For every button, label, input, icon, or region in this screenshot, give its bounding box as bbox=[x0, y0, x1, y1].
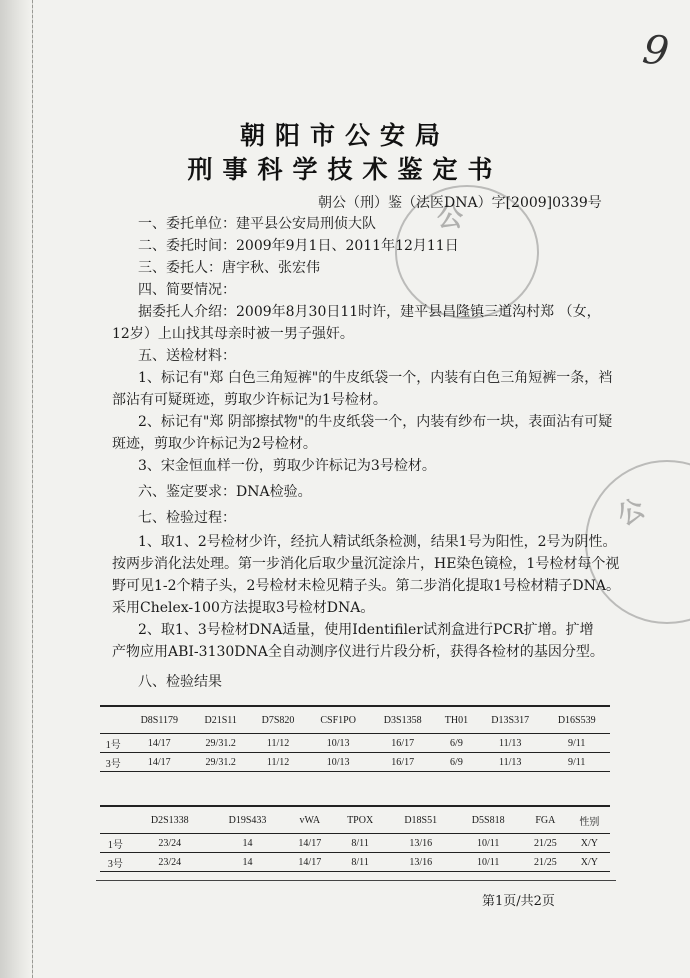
table-cell: 29/31.2 bbox=[192, 734, 249, 753]
process-2-text: 2、取1、3号检材DNA适量，使用Identifiler试剂盒进行PCR扩增。扩增 bbox=[138, 622, 594, 638]
table-cell: 8/11 bbox=[333, 834, 387, 853]
table-cell: 10/11 bbox=[454, 834, 521, 853]
table-cell: 11/12 bbox=[249, 753, 307, 772]
table-header-cell: D21S11 bbox=[192, 706, 249, 734]
table-header-cell: D16S539 bbox=[543, 706, 610, 734]
table-header-cell bbox=[100, 806, 131, 834]
section-materials-heading: 五、送检材料： bbox=[138, 348, 236, 364]
table-cell: 10/13 bbox=[307, 753, 370, 772]
table-header-cell: TH01 bbox=[436, 706, 477, 734]
table-header-cell: D13S317 bbox=[477, 706, 543, 734]
table-header-cell: CSF1PO bbox=[307, 706, 370, 734]
section-brief-text: 12岁）上山找其母亲时被一男子强奸。 bbox=[112, 326, 354, 342]
table-cell: 14/17 bbox=[286, 853, 333, 872]
dna-results-table-1 bbox=[100, 705, 610, 772]
process-1-text: 按两步消化法处理。第一步消化后取少量沉淀涂片，HE染色镜检，1号检材每个视 bbox=[112, 556, 620, 572]
table-cell: 1号 bbox=[100, 834, 131, 853]
table-cell: 21/25 bbox=[522, 853, 569, 872]
table-cell: 11/12 bbox=[249, 734, 307, 753]
table-header-cell: D2S1338 bbox=[131, 806, 209, 834]
handwritten-page-mark: 9 bbox=[639, 26, 672, 76]
table-cell: 9/11 bbox=[543, 753, 610, 772]
table-cell: 13/16 bbox=[387, 834, 454, 853]
table-cell: X/Y bbox=[569, 834, 610, 853]
table-cell: 3号 bbox=[100, 753, 126, 772]
table-cell: X/Y bbox=[569, 853, 610, 872]
table-row bbox=[100, 853, 610, 872]
table-cell: 6/9 bbox=[436, 734, 477, 753]
table-cell: 14 bbox=[209, 834, 287, 853]
process-1-text: 1、取1、2号检材少许，经抗人精试纸条检测，结果1号为阳性，2号为阴性。 bbox=[138, 534, 617, 550]
table-header-cell: FGA bbox=[522, 806, 569, 834]
title-line-1: 朝阳市公安局 bbox=[239, 121, 450, 150]
table-cell: 14/17 bbox=[126, 734, 192, 753]
seal-text: 公 bbox=[437, 203, 464, 233]
table-cell: 8/11 bbox=[333, 853, 387, 872]
table-header-cell: 性别 bbox=[569, 806, 610, 834]
table-header-cell: D3S1358 bbox=[369, 706, 435, 734]
material-2-text: 斑迹，剪取少许标记为2号检材。 bbox=[112, 436, 317, 452]
title-line-2: 刑事科学技术鉴定书 bbox=[187, 155, 503, 184]
section-brief-text: 据委托人介绍：2009年8月30日11时许，建平县昌隆镇三道沟村郑 （女， bbox=[138, 304, 601, 320]
table-cell: 1号 bbox=[100, 734, 126, 753]
table-header-cell: vWA bbox=[286, 806, 333, 834]
material-1-text: 部沾有可疑斑迹，剪取少许标记为1号检材。 bbox=[112, 392, 387, 408]
table-row bbox=[100, 753, 610, 772]
process-2-text: 产物应用ABI-3130DNA全自动测序仪进行片段分析，获得各检材的基因分型。 bbox=[112, 644, 604, 660]
section-requirement: 六、鉴定要求：DNA检验。 bbox=[138, 484, 312, 500]
document-number: 朝公（刑）鉴（法医DNA）字[2009]0339号 bbox=[318, 195, 602, 211]
table-cell: 6/9 bbox=[436, 753, 477, 772]
table-header-cell bbox=[100, 706, 126, 734]
table-header-cell: D7S820 bbox=[249, 706, 307, 734]
table-cell: 23/24 bbox=[131, 834, 209, 853]
table-cell: 14 bbox=[209, 853, 287, 872]
material-1-text: 1、标记有"郑 白色三角短裤"的牛皮纸袋一个，内装有白色三角短裤一条，裆 bbox=[138, 370, 613, 386]
table-header-cell: D5S818 bbox=[454, 806, 521, 834]
table-cell: 10/11 bbox=[454, 853, 521, 872]
table-cell: 16/17 bbox=[369, 753, 435, 772]
dna-results-table-2 bbox=[100, 805, 610, 872]
table-cell: 29/31.2 bbox=[192, 753, 249, 772]
material-2-text: 2、标记有"郑 阴部擦拭物"的牛皮纸袋一个，内装有纱布一块，表面沾有可疑 bbox=[138, 414, 613, 430]
process-1-text: 采用Chelex-100方法提取3号检材DNA。 bbox=[112, 600, 375, 616]
table-cell: 9/11 bbox=[543, 734, 610, 753]
table-cell: 14/17 bbox=[126, 753, 192, 772]
process-1-text: 野可见1-2个精子头，2号检材未检见精子头。第二步消化提取1号检材精子DNA。 bbox=[112, 578, 620, 594]
section-process-heading: 七、检验过程： bbox=[138, 510, 236, 526]
section-client: 三、委托人：唐宇秋、张宏伟 bbox=[138, 260, 320, 276]
table-cell: 14/17 bbox=[286, 834, 333, 853]
table-header-cell: D8S1179 bbox=[126, 706, 192, 734]
table-cell: 13/16 bbox=[387, 853, 454, 872]
section-commission-time: 二、委托时间：2009年9月1日、2011年12月11日 bbox=[138, 238, 459, 254]
page-number: 第1页/共2页 bbox=[482, 894, 555, 909]
table-cell: 3号 bbox=[100, 853, 131, 872]
section-results-heading: 八、检验结果 bbox=[138, 674, 222, 690]
footer-divider bbox=[96, 880, 616, 881]
table-row bbox=[100, 734, 610, 753]
material-3-text: 3、宋金恒血样一份，剪取少许标记为3号检材。 bbox=[138, 458, 436, 474]
table-header-cell: D18S51 bbox=[387, 806, 454, 834]
table-row bbox=[100, 834, 610, 853]
table-cell: 16/17 bbox=[369, 734, 435, 753]
section-brief-heading: 四、简要情况： bbox=[138, 282, 236, 298]
table-cell: 23/24 bbox=[131, 853, 209, 872]
table-cell: 11/13 bbox=[477, 734, 543, 753]
table-header-cell: D19S433 bbox=[209, 806, 287, 834]
table-cell: 21/25 bbox=[522, 834, 569, 853]
table-header-cell: TPOX bbox=[333, 806, 387, 834]
table-cell: 11/13 bbox=[477, 753, 543, 772]
section-client-unit: 一、委托单位：建平县公安局刑侦大队 bbox=[138, 216, 376, 232]
table-cell: 10/13 bbox=[307, 734, 370, 753]
seal-text: 公 bbox=[612, 493, 651, 533]
